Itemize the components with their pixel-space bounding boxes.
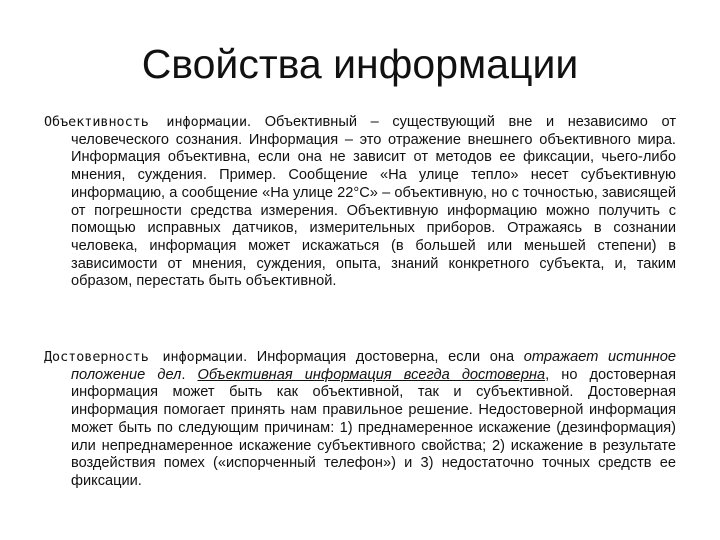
reliability-italic-phrase: отражает истинное положение дел bbox=[71, 349, 677, 383]
reliability-text-b: . bbox=[181, 366, 198, 383]
objectivity-term: Объективность информации bbox=[44, 115, 248, 130]
section-reliability bbox=[44, 349, 676, 491]
reliability-text-c: , но достоверная информация может быть как объективной, так и субъективной. Достоверная информация помогает принять нам правильное решение. Недостоверной информация может быть по следующим причинам: 1) преднамеренное искажение (дезинформация) или непреднамеренное искажение субъективного свойства; 2) искажение в результате воздействия помех («испорченный телефон») и 3) недостаточно точных средств ее фиксации. bbox=[71, 366, 677, 489]
reliability-paragraph bbox=[44, 349, 676, 491]
objectivity-paragraph bbox=[44, 114, 676, 291]
slide-title: Свойства информации bbox=[141, 41, 579, 87]
reliability-text-a: . Информация достоверна, если она bbox=[243, 349, 524, 365]
section-objectivity bbox=[44, 114, 676, 291]
objectivity-text: . Объективный – существующий вне и независимо от человеческого сознания. Информация – это отражение внешнего объективного мира. Информация объективна, если она не зависит от методов ее фиксации, чьего-либо мнения, суждения. Пример. Сообщение «На улице тепло» несет субъективную информацию, а сообщение «На улице 22°С» – объективную, но с точностью, зависящей от погрешности средства измерения. Объективную информацию можно получить с помощью исправных датчиков, измерительных приборов. Отражаясь в сознании человека, информация может искажаться (в большей или меньшей степени) в зависимости от мнения, суждения, опыта, знаний конкретного субъекта, и, таким образом, перестать быть объективной. bbox=[71, 114, 677, 290]
reliability-term: Достоверность информации bbox=[44, 350, 244, 365]
reliability-underlined-phrase: Объективная информация всегда достоверна bbox=[197, 366, 546, 383]
